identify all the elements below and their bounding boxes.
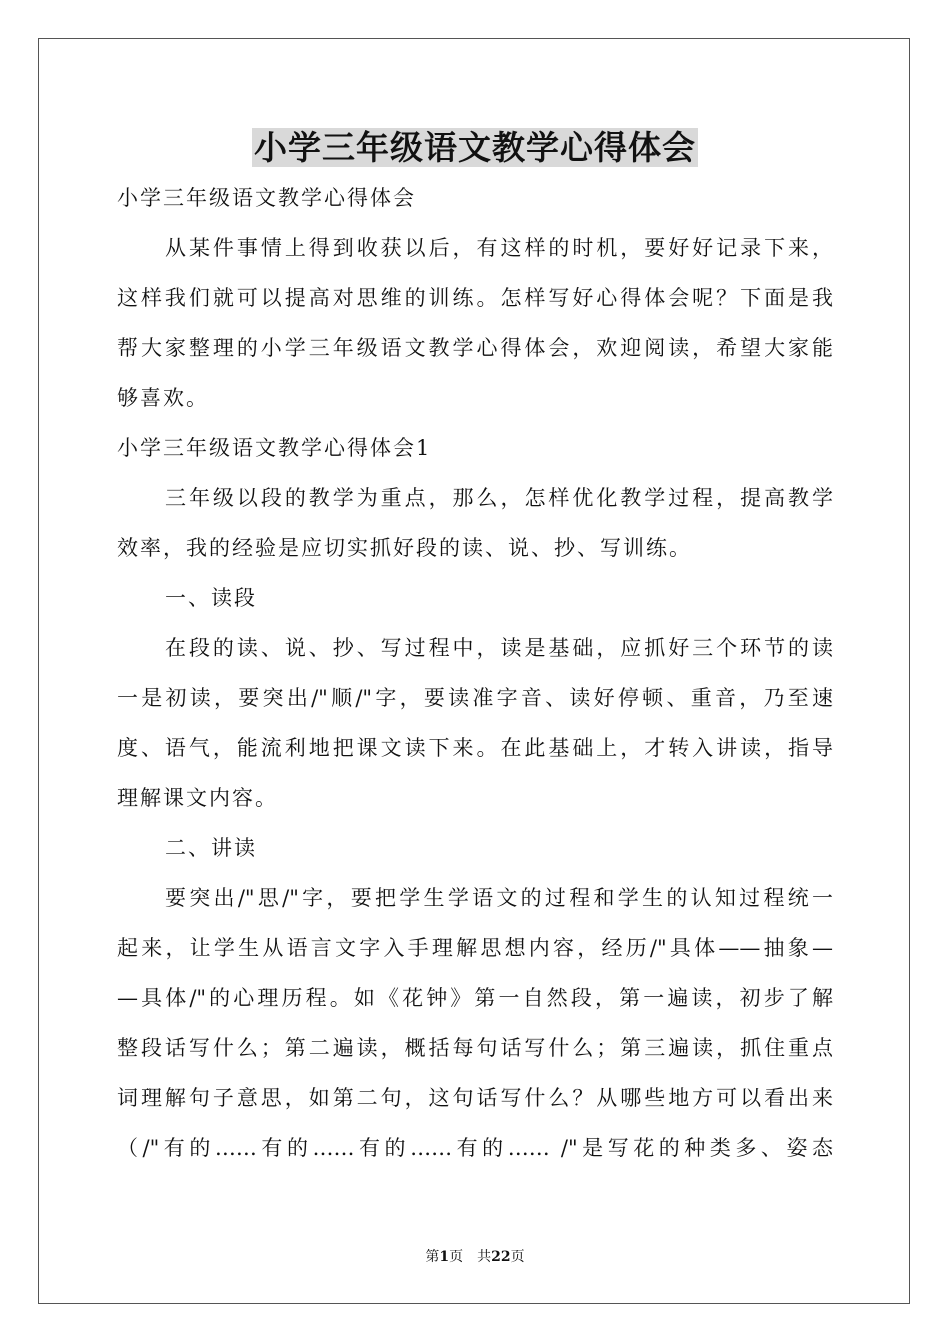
document-title [0, 126, 950, 170]
body-line: 小学三年级语文教学心得体会 [117, 186, 416, 210]
body-line: 词理解句子意思，如第二句，这句话写什么？从哪些地方可以看出来 [117, 1086, 833, 1110]
body-line: 效率，我的经验是应切实抓好段的读、说、抄、写训练。 [117, 536, 692, 560]
footer-page-suffix: 页 [449, 1249, 464, 1265]
body-line: 从某件事情上得到收获以后，有这样的时机，要好好记录下来， [165, 236, 833, 260]
subheading: 一、读段 [165, 586, 257, 610]
body-line: 帮大家整理的小学三年级语文教学心得体会，欢迎阅读，希望大家能 [117, 336, 833, 360]
footer-page-number: 1 [439, 1249, 450, 1265]
body-line: 起来，让学生从语言文字入手理解思想内容，经历/"具体——抽象— [117, 936, 833, 960]
footer-page-prefix: 第 [425, 1249, 440, 1265]
body-line: 要突出/"思/"字，要把学生学语文的过程和学生的认知过程统一 [165, 886, 833, 910]
subheading: 二、讲读 [165, 836, 257, 860]
section-heading: 小学三年级语文教学心得体会1 [117, 436, 432, 460]
body-line: 够喜欢。 [117, 386, 209, 410]
footer-total-prefix: 共 [477, 1249, 492, 1265]
footer-total-pages: 22 [491, 1249, 511, 1265]
page-footer [0, 1248, 950, 1266]
footer-total-suffix: 页 [510, 1249, 525, 1265]
body-line: 这样我们就可以提高对思维的训练。怎样写好心得体会呢？下面是我 [117, 286, 833, 310]
body-line: 理解课文内容。 [117, 786, 278, 810]
body-line: 度、语气，能流利地把课文读下来。在此基础上，才转入讲读，指导 [117, 736, 833, 760]
page-border [38, 38, 910, 1304]
body-line: 在段的读、说、抄、写过程中，读是基础，应抓好三个环节的读 [165, 636, 833, 660]
body-line: （/"有的……有的……有的……有的…… /"是写花的种类多、姿态 [117, 1136, 833, 1160]
body-line: 三年级以段的教学为重点，那么，怎样优化教学过程，提高教学 [165, 486, 833, 510]
body-line: 一是初读，要突出/"顺/"字，要读准字音、读好停顿、重音，乃至速 [117, 686, 833, 710]
document-title-text: 小学三年级语文教学心得体会 [254, 128, 696, 167]
body-line: 整段话写什么；第二遍读，概括每句话写什么；第三遍读，抓住重点 [117, 1036, 833, 1060]
body-line: —具体/"的心理历程。如《花钟》第一自然段，第一遍读，初步了解 [117, 986, 833, 1010]
